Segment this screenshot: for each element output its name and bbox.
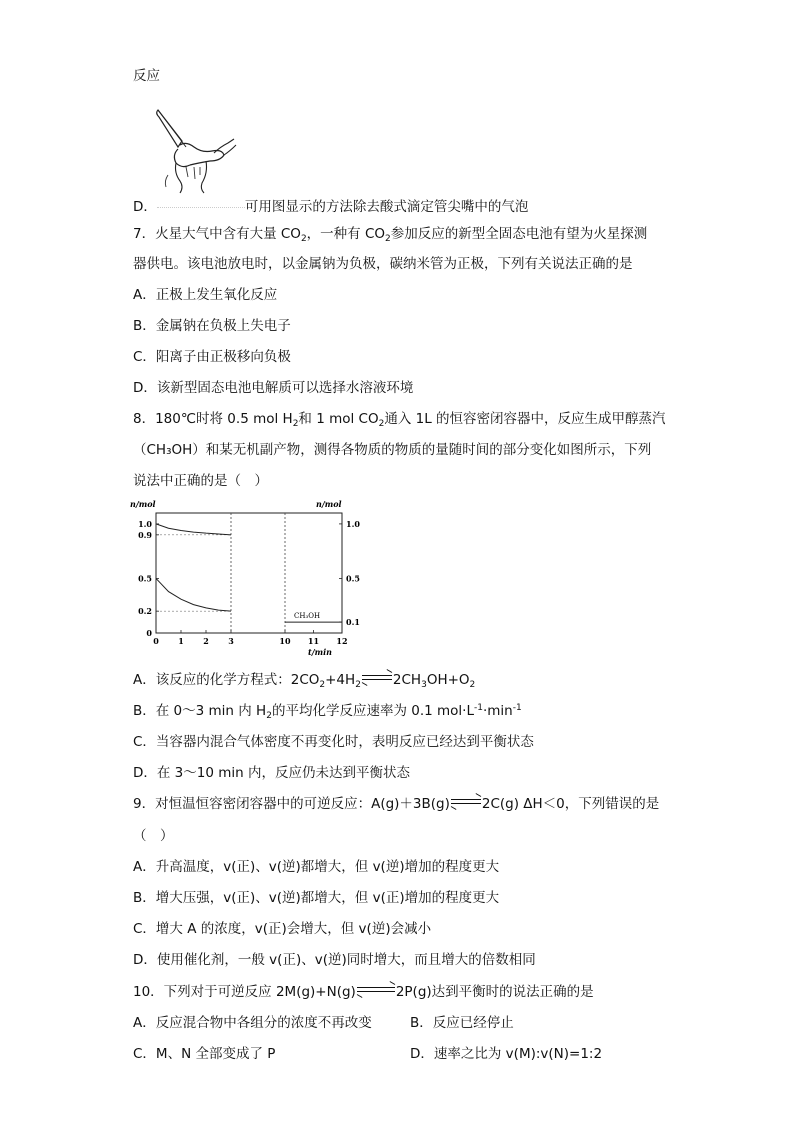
q8-stem-c: 通入 1L 的恒容密闭容器中，反应生成甲醇蒸汽 [384, 411, 666, 427]
hand-holding-burette-illustration [150, 95, 250, 195]
q8-option-c: C．当容器内混合气体密度不再变化时，表明反应已经达到平衡状态 [133, 734, 534, 750]
ytick-left-label-4: 1.0 [138, 518, 152, 529]
equilibrium-arrow-icon [451, 797, 481, 807]
q8-stem-a: 8．180℃时将 0.5 mol H [133, 411, 293, 427]
xtick-label-2: 2 [203, 636, 209, 646]
q8-option-a [133, 670, 475, 690]
q6-option-d [133, 197, 528, 217]
series-line-0 [156, 524, 231, 535]
q6-option-d-text: 可用图显示的方法除去酸式滴定管尖嘴中的气泡 [244, 199, 529, 215]
ytick-left-label-3: 0.9 [138, 529, 152, 540]
q8-b-prefix: B．在 0～3 min 内 H [133, 703, 267, 719]
q10-stem-b: 2P(g)达到平衡时的说法正确的是 [395, 984, 594, 1000]
ytick-right-label-1: 0.5 [346, 573, 360, 584]
q8-b-mid: 的平均化学反应速率为 0.1 mol·L [271, 703, 474, 719]
q10-stem-a: 10．下列对于可逆反应 2M(g)+N(g) [133, 984, 356, 1000]
q9-option-d: D．使用催化剂，一般 v(正)、v(逆)同时增大，而且增大的倍数相同 [133, 952, 536, 968]
q8-a-end: OH+O [426, 672, 470, 688]
q10-option-c: C．M、N 全部变成了 P [133, 1046, 276, 1062]
xtick-label-1: 1 [178, 636, 184, 646]
series-line-1 [156, 578, 231, 611]
q10-option-a: A．反应混合物中各组分的浓度不再改变 [133, 1015, 372, 1031]
q7-option-a: A．正极上发生氧化反应 [133, 287, 278, 303]
q7-sub-1: 2 [300, 234, 307, 244]
q7-option-d: D．该新型固态电池电解质可以选择水溶液环境 [133, 380, 414, 396]
ylabel-right: n/mol [316, 499, 342, 509]
q8-a-prefix: A．该反应的化学方程式：2CO [133, 672, 320, 688]
q9-option-b: B．增大压强，v(正)、v(逆)都增大，但 v(正)增加的程度更大 [133, 890, 500, 906]
mole-vs-time-chart [128, 495, 360, 665]
q8-stem-line2: （CH₃OH）和某无机副产物，测得各物质的物质的量随时间的部分变化如图所示，下列 [133, 442, 652, 458]
xtick-label-3: 3 [228, 636, 234, 646]
q7-stem-line2: 器供电。该电池放电时，以金属钠为负极，碳纳米管为正极，下列有关说法正确的是 [133, 256, 633, 272]
ytick-left-label-1: 0.2 [138, 606, 152, 617]
xtick-label-6: 12 [336, 636, 348, 646]
continuation-text: 反应 [133, 68, 160, 84]
xlabel: t/min [308, 647, 332, 657]
ytick-right-label-2: 1.0 [346, 518, 360, 529]
xtick-label-4: 10 [279, 636, 291, 646]
xtick-label-5: 11 [307, 636, 320, 646]
q8-option-b [133, 701, 522, 721]
q8-stem-line1 [133, 409, 666, 429]
annotation-ch3oh: CH₃OH [294, 612, 321, 621]
q6-option-d-letter: D． [133, 199, 157, 215]
q10-option-b: B．反应已经停止 [410, 1015, 514, 1031]
q8-b-sup1: -1 [473, 703, 483, 713]
q8-sub-1: 2 [292, 419, 299, 429]
q9-option-c: C．增大 A 的浓度，v(正)会增大，但 v(逆)会减小 [133, 921, 432, 937]
q8-a-sub4: 2 [469, 680, 476, 690]
q9-stem-line1 [133, 794, 659, 814]
q7-stem-c: 参加反应的新型全固态电池有望为火星探测 [390, 226, 648, 242]
q7-option-c: C．阳离子由正极移向负极 [133, 349, 291, 365]
q8-a-after: 2CH [392, 672, 422, 688]
q7-stem-a: 7．火星大气中含有大量 CO [133, 226, 301, 242]
q8-a-sub3: 3 [421, 680, 427, 690]
q8-stem-line3: 说法中正确的是（ ） [133, 473, 268, 489]
q7-option-b: B．金属钠在负极上失电子 [133, 318, 291, 334]
q9-option-a: A．升高温度，v(正)、v(逆)都增大，但 v(逆)增加的程度更大 [133, 859, 500, 875]
q7-stem-b: ，一种有 CO [306, 226, 386, 242]
q8-sub-2: 2 [378, 419, 385, 429]
q8-stem-b: 和 1 mol CO [298, 411, 379, 427]
q8-b-sub: 2 [266, 711, 272, 721]
q7-stem-line1 [133, 224, 647, 244]
equilibrium-arrow-icon [362, 673, 392, 683]
q8-a-sub2: 2 [355, 680, 361, 690]
equilibrium-arrow-icon [357, 985, 395, 995]
image-placeholder [157, 207, 245, 208]
xtick-label-0: 0 [153, 636, 159, 646]
q9-stem-a: 9．对恒温恒容密闭容器中的可逆反应：A(g)＋3B(g) [133, 796, 450, 812]
q8-a-sub1: 2 [319, 680, 326, 690]
ytick-right-label-0: 0.1 [346, 617, 360, 628]
ytick-left-label-0: 0 [146, 628, 152, 638]
q8-option-d: D．在 3～10 min 内，反应仍未达到平衡状态 [133, 765, 410, 781]
q10-option-d: D．速率之比为 v(M):v(N)=1:2 [410, 1046, 603, 1062]
ylabel-left: n/mol [130, 499, 156, 509]
q8-a-mid: +4H [325, 672, 356, 688]
ytick-left-label-2: 0.5 [138, 573, 152, 584]
q9-stem-b: 2C(g) ΔH＜0，下列错误的是 [481, 796, 660, 812]
q8-b-sup2: -1 [512, 703, 522, 713]
q9-stem-line2: （ ） [133, 828, 174, 844]
q7-sub-2: 2 [385, 234, 391, 244]
q10-stem [133, 982, 594, 1002]
q8-b-dot: ·min [482, 703, 513, 719]
